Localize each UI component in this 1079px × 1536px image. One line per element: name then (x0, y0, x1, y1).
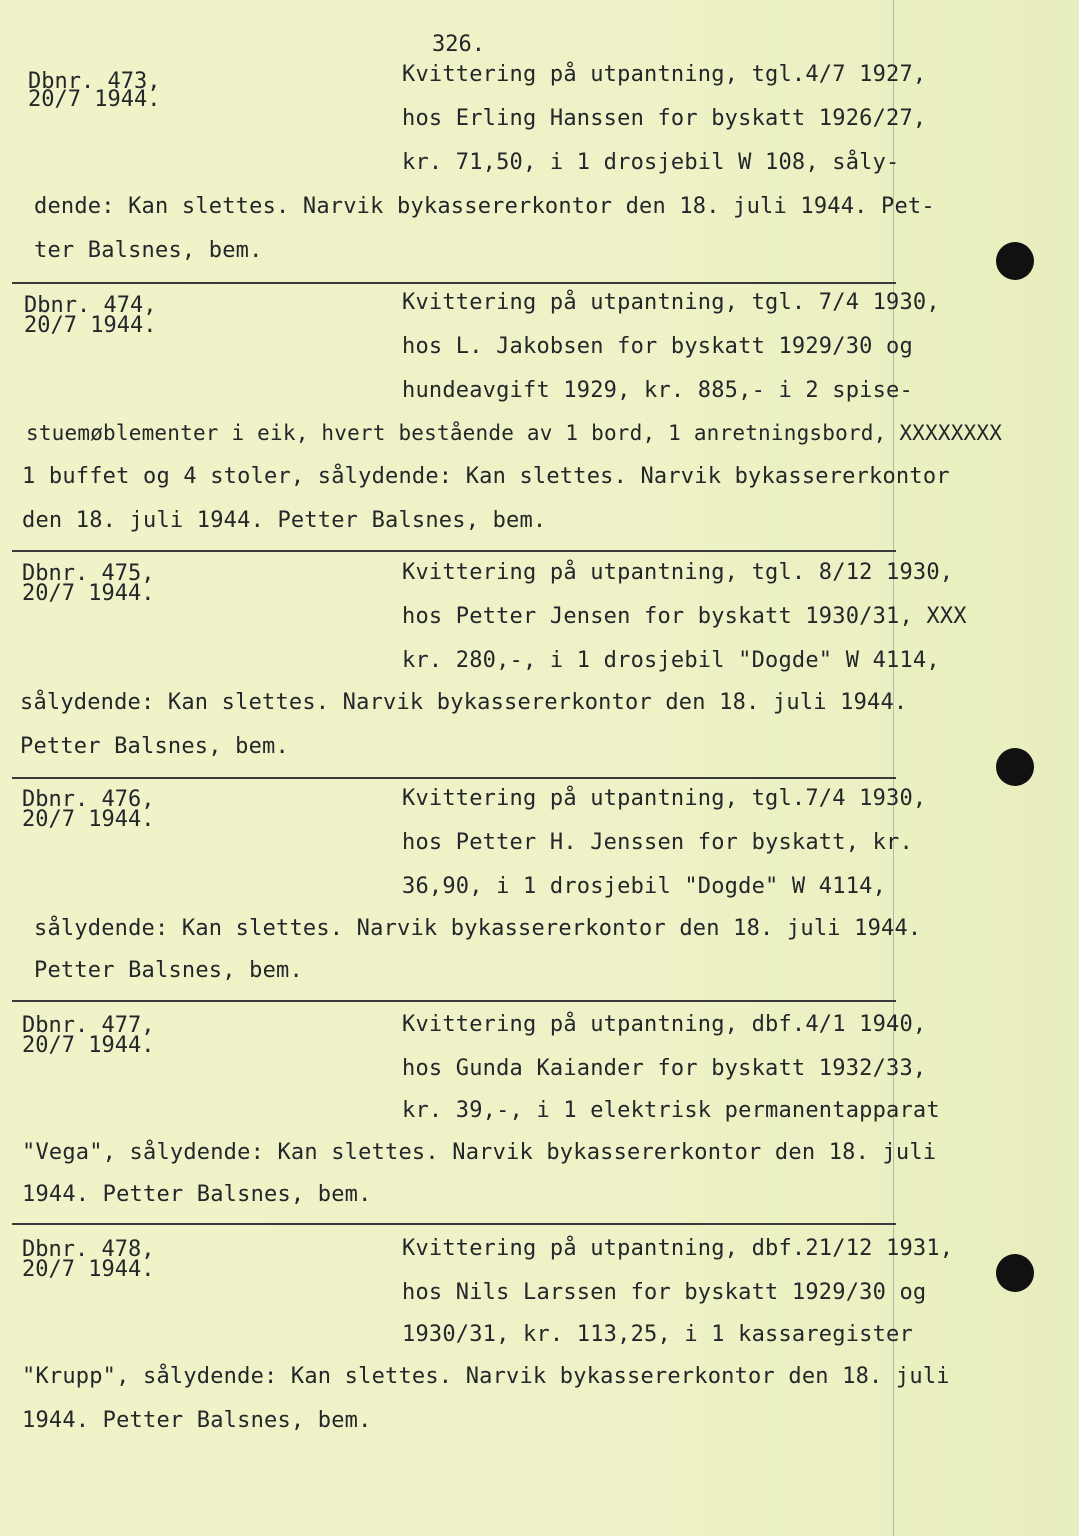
punch-hole (996, 242, 1034, 280)
entry-text-line: hos Petter Jensen for byskatt 1930/31, XXX (402, 604, 967, 629)
entry-ref-date: 20/7 1944. (28, 87, 161, 112)
entry-text-line: Kvittering på utpantning, tgl. 7/4 1930, (402, 290, 940, 315)
entry-divider (12, 282, 896, 284)
entry-text-line: hos Gunda Kaiander for byskatt 1932/33, (402, 1056, 927, 1081)
entry-text-line: Petter Balsnes, bem. (34, 958, 303, 983)
entry-text-line: hos Nils Larssen for byskatt 1929/30 og (402, 1280, 927, 1305)
entry-text-line: 1 buffet og 4 stoler, sålydende: Kan slettes. Narvik bykassererkontor (22, 464, 950, 489)
entry-text-line: kr. 280,-, i 1 drosjebil "Dogde" W 4114, (402, 648, 940, 673)
punch-hole (996, 748, 1034, 786)
entry-text-line: hundeavgift 1929, kr. 885,- i 2 spise- (402, 378, 913, 403)
entry-ref-date: 20/7 1944. (22, 1033, 155, 1058)
entry-text-line: hos L. Jakobsen for byskatt 1929/30 og (402, 334, 913, 359)
entry-ref-date: 20/7 1944. (22, 807, 155, 832)
entry-text-line: 1930/31, kr. 113,25, i 1 kassaregister (402, 1322, 913, 1347)
entry-divider (12, 1223, 896, 1225)
entry-ref-number: Dbnr. 474, (24, 293, 157, 318)
entry-ref-number: Dbnr. 478, (22, 1237, 155, 1262)
entry-ref-date: 20/7 1944. (22, 1257, 155, 1282)
entry-text-line: hos Petter H. Jenssen for byskatt, kr. (402, 830, 913, 855)
entry-text-line: hos Erling Hanssen for byskatt 1926/27, (402, 106, 927, 131)
entry-text-line: dende: Kan slettes. Narvik bykassererkontor den 18. juli 1944. Pet- (34, 194, 935, 219)
entry-text-line: Kvittering på utpantning, tgl. 8/12 1930, (402, 560, 954, 585)
entry-divider (12, 1000, 896, 1002)
entry-text-line: 1944. Petter Balsnes, bem. (22, 1408, 372, 1433)
entry-ref-number: Dbnr. 475, (22, 561, 155, 586)
entry-text-line: ter Balsnes, bem. (34, 238, 263, 263)
entry-divider (12, 777, 896, 779)
entry-ref-number: Dbnr. 473, (28, 69, 161, 94)
entry-text-line: sålydende: Kan slettes. Narvik bykassererkontor den 18. juli 1944. (34, 916, 922, 941)
entry-ref-date: 20/7 1944. (24, 313, 157, 338)
entry-text-line: Kvittering på utpantning, dbf.4/1 1940, (402, 1012, 927, 1037)
punch-hole (996, 1254, 1034, 1292)
entry-text-line: Kvittering på utpantning, tgl.4/7 1927, (402, 62, 927, 87)
entry-ref-number: Dbnr. 476, (22, 787, 155, 812)
entry-text-line: den 18. juli 1944. Petter Balsnes, bem. (22, 508, 547, 533)
entry-text-line: stuemøblementer i eik, hvert bestående av 1 bord, 1 anretningsbord, XXXXXXXX (26, 421, 1003, 445)
entry-text-line: Petter Balsnes, bem. (20, 734, 289, 759)
entry-text-line: kr. 71,50, i 1 drosjebil W 108, såly- (402, 150, 900, 175)
entry-divider (12, 550, 896, 552)
entry-text-line: "Vega", sålydende: Kan slettes. Narvik bykassererkontor den 18. juli (22, 1140, 937, 1165)
page-number: 326. (432, 32, 485, 57)
entry-text-line: 1944. Petter Balsnes, bem. (22, 1182, 372, 1207)
entry-text-line: kr. 39,-, i 1 elektrisk permanentapparat (402, 1098, 940, 1123)
entry-text-line: sålydende: Kan slettes. Narvik bykassererkontor den 18. juli 1944. (20, 690, 908, 715)
entry-text-line: Kvittering på utpantning, dbf.21/12 1931, (402, 1236, 954, 1261)
entry-ref-number: Dbnr. 477, (22, 1013, 155, 1038)
entry-text-line: "Krupp", sålydende: Kan slettes. Narvik bykassererkontor den 18. juli (22, 1364, 950, 1389)
entry-text-line: Kvittering på utpantning, tgl.7/4 1930, (402, 786, 927, 811)
entry-text-line: 36,90, i 1 drosjebil "Dogde" W 4114, (402, 874, 887, 899)
entry-ref-date: 20/7 1944. (22, 581, 155, 606)
